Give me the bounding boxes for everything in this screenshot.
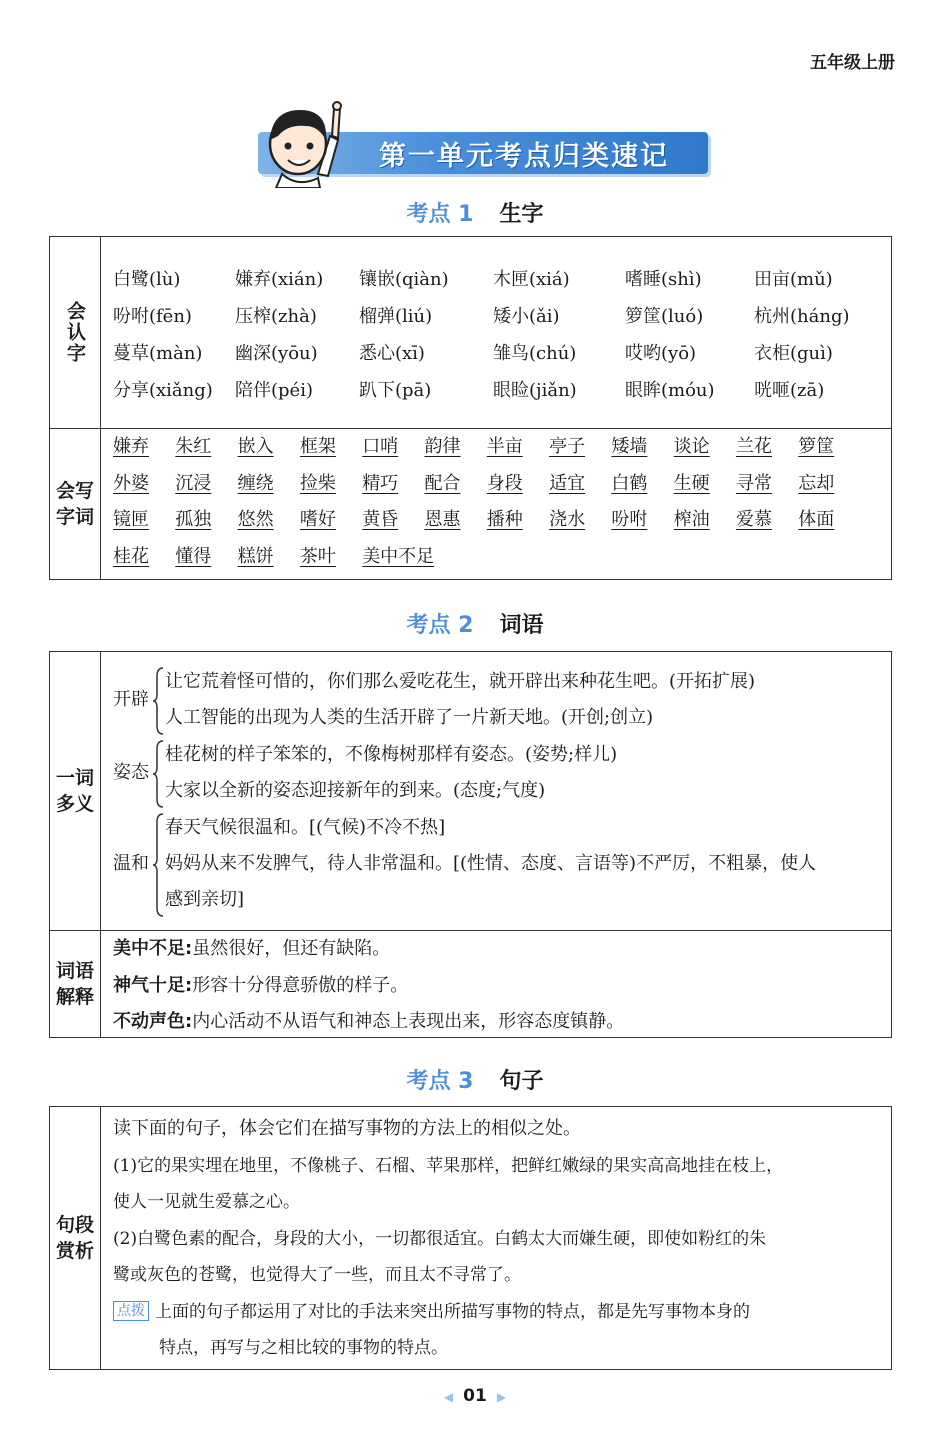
explain-item: 不动声色:内心活动不从语气和神态上表现出来，形容态度镇静。 <box>113 1011 625 1032</box>
polysemy-line: 人工智能的出现为人类的生活开辟了一片新天地。(开创;创立) <box>165 707 654 728</box>
polysemy-group <box>101 810 891 920</box>
write-word: 缠绕 <box>237 472 274 494</box>
appreciate-intro: 读下面的句子，体会它们在描写事物的方法上的相似之处。 <box>113 1118 581 1139</box>
recognize-item: 幽深(yōu) <box>235 343 318 364</box>
explain-body <box>101 931 891 1037</box>
polysemy-line: 让它荒着怪可惜的，你们那么爱吃花生，就开辟出来种花生吧。(开拓扩展) <box>165 671 756 692</box>
write-word: 配合 <box>424 472 461 494</box>
write-word: 兰花 <box>735 436 772 457</box>
write-word: 适宜 <box>549 472 586 494</box>
tip-line: 点拨 上面的句子都运用了对比的手法来突出所描写事物的特点，都是先写事物本身的 <box>113 1294 891 1331</box>
left-arrow-icon: ◀ <box>443 1390 454 1404</box>
section-2-name: 词语 <box>499 613 544 638</box>
recognize-item: 衣柜(guì) <box>754 343 833 364</box>
section-1-name: 生字 <box>499 202 544 227</box>
recognize-item: 雏鸟(chú) <box>493 343 577 364</box>
write-word: 播种 <box>486 509 523 530</box>
write-word: 忘却 <box>798 472 835 494</box>
write-word: 桂花 <box>113 545 149 567</box>
recognize-label: 会认字 <box>64 301 86 364</box>
tip-line: 特点，再写与之相比较的事物的特点。 <box>159 1338 448 1358</box>
write-word: 韵律 <box>424 436 461 457</box>
write-word: 框架 <box>299 436 336 457</box>
section-1-title <box>0 197 950 228</box>
write-word: 谈论 <box>673 436 710 457</box>
appreciate-line: 使人一见就生爱慕之心。 <box>113 1192 300 1212</box>
write-word: 懂得 <box>175 545 212 567</box>
write-word: 矮墙 <box>611 436 648 457</box>
recognize-item: 镶嵌(qiàn) <box>359 269 449 290</box>
recognize-item: 蔓草(màn) <box>113 343 203 364</box>
recognize-item: 趴下(pā) <box>359 380 432 401</box>
unit-banner <box>258 96 718 186</box>
write-word: 嫌弃 <box>113 436 149 457</box>
write-word: 爱慕 <box>735 509 772 530</box>
write-word: 体面 <box>798 509 835 530</box>
write-word: 外婆 <box>113 472 149 494</box>
recognize-item: 陪伴(péi) <box>235 380 313 401</box>
section-3-table <box>49 1106 892 1370</box>
appreciate-line: (2)白鹭色素的配合，身段的大小，一切都很适宜。白鹤太大而嫌生硬，即使如粉红的朱 <box>113 1228 767 1249</box>
explain-label: 词语解释 <box>55 960 94 1008</box>
recognize-label-cell <box>50 237 101 428</box>
polysemy-line: 感到亲切] <box>165 889 245 910</box>
recognize-item: 嗜睡(shì) <box>625 269 702 290</box>
recognize-item: 分享(xiǎng) <box>113 380 213 401</box>
recognize-item: 田亩(mǔ) <box>754 269 833 290</box>
brace-icon <box>153 812 165 918</box>
write-empty <box>674 539 736 576</box>
write-word: 沉浸 <box>175 472 212 494</box>
appreciate-row <box>50 1107 891 1369</box>
brace-icon <box>153 739 165 809</box>
explain-item: 神气十足:形容十分得意骄傲的样子。 <box>113 974 409 996</box>
polysemy-group <box>101 737 891 810</box>
write-body <box>101 429 891 579</box>
write-word: 生硬 <box>673 472 710 494</box>
write-word: 寻常 <box>735 472 772 494</box>
section-3-name: 句子 <box>499 1069 544 1094</box>
write-row <box>50 429 891 579</box>
write-empty <box>736 539 798 576</box>
polysemy-body <box>101 652 891 930</box>
explain-item: 美中不足:虽然很好，但还有缺陷。 <box>113 938 391 959</box>
polysemy-group <box>101 664 891 737</box>
write-word: 嗜好 <box>299 509 336 530</box>
recognize-item: 白鹭(lù) <box>113 269 181 290</box>
section-1-number: 考点 1 <box>406 202 474 227</box>
write-empty <box>549 539 611 576</box>
section-2-title <box>0 608 950 639</box>
polysemy-word: 姿态 <box>113 762 149 783</box>
right-arrow-icon: ▶ <box>496 1390 507 1404</box>
recognize-item: 咣咂(zā) <box>754 380 825 401</box>
write-word: 镜匣 <box>113 509 149 530</box>
grade-label: 五年级上册 <box>810 53 895 73</box>
section-2-table <box>49 651 892 1038</box>
recognize-item: 杭州(háng) <box>754 306 850 327</box>
polysemy-line: 妈妈从来不发脾气，待人非常温和。[(性情、态度、言语等)不严厉，不粗暴，使人 <box>165 853 817 874</box>
polysemy-label-cell <box>50 652 101 930</box>
write-word: 榨油 <box>673 509 710 530</box>
polysemy-line: 春天气候很温和。[(气候)不冷不热] <box>165 817 446 838</box>
write-word: 茶叶 <box>299 545 336 567</box>
write-empty <box>487 539 549 576</box>
write-word: 糕饼 <box>237 545 274 567</box>
banner-title: 第一单元考点归类速记 <box>379 141 669 172</box>
polysemy-line: 桂花树的样子笨笨的，不像梅树那样有姿态。(姿势;样儿) <box>165 744 618 765</box>
recognize-item: 榴弹(liú) <box>359 306 433 327</box>
section-3-title <box>0 1064 950 1095</box>
write-word: 箩筐 <box>798 436 835 457</box>
recognize-item: 木匣(xiá) <box>493 269 570 290</box>
tip-badge: 点拨 <box>113 1301 149 1321</box>
page-number: ◀ 01 ▶ <box>443 1386 507 1406</box>
write-word: 精巧 <box>362 472 399 494</box>
brace-icon <box>153 666 165 736</box>
write-word: 口哨 <box>362 436 399 457</box>
write-word: 黄昏 <box>362 509 399 530</box>
appreciate-label-cell <box>50 1107 101 1369</box>
write-label-cell <box>50 429 101 579</box>
polysemy-label: 一词多义 <box>55 767 94 815</box>
polysemy-word: 温和 <box>113 853 149 874</box>
recognize-item: 眼眸(móu) <box>625 380 715 401</box>
write-empty <box>611 539 673 576</box>
write-grid <box>101 429 891 575</box>
section-2-number: 考点 2 <box>406 613 474 638</box>
appreciate-line: 鹭或灰色的苍鹭，也觉得大了一些，而且太不寻常了。 <box>113 1265 521 1285</box>
appreciate-label: 句段赏析 <box>55 1214 94 1262</box>
recognize-body <box>101 237 891 428</box>
write-word: 朱红 <box>175 436 212 457</box>
write-word: 孤独 <box>175 509 212 530</box>
polysemy-line: 大家以全新的姿态迎接新年的到来。(态度;气度) <box>165 780 546 801</box>
write-word: 白鹤 <box>611 472 648 494</box>
recognize-item: 眼睑(jiǎn) <box>493 380 577 401</box>
appreciate-line: (1)它的果实埋在地里，不像桃子、石榴、苹果那样，把鲜红嫩绿的果实高高地挂在枝上， <box>113 1155 784 1176</box>
section-3-number: 考点 3 <box>406 1069 474 1094</box>
recognize-item: 哎哟(yō) <box>625 343 697 364</box>
write-word: 身段 <box>486 472 523 494</box>
recognize-item: 矮小(ǎi) <box>493 306 560 327</box>
recognize-item: 箩筐(luó) <box>625 306 704 327</box>
recognize-item: 悉心(xī) <box>359 343 425 364</box>
write-word: 半亩 <box>486 436 523 457</box>
polysemy-row <box>50 652 891 931</box>
write-word: 亭子 <box>549 436 586 457</box>
cartoon-boy-icon <box>258 96 353 188</box>
write-word: 恩惠 <box>424 509 461 530</box>
recognize-item: 嫌弃(xián) <box>235 269 324 290</box>
write-empty <box>798 539 860 576</box>
appreciate-body <box>101 1107 891 1369</box>
write-word: 美中不足 <box>362 545 435 567</box>
write-word: 嵌入 <box>237 436 274 457</box>
recognize-grid <box>101 237 891 409</box>
write-word: 捡柴 <box>299 472 336 494</box>
section-1-table <box>49 236 892 580</box>
explain-row <box>50 931 891 1037</box>
recognize-item: 吩咐(fēn) <box>113 306 192 327</box>
write-word: 悠然 <box>237 509 274 530</box>
write-word: 浇水 <box>549 509 586 530</box>
write-word: 吩咐 <box>611 509 648 530</box>
polysemy-word: 开辟 <box>113 689 149 710</box>
explain-label-cell <box>50 931 101 1037</box>
write-label: 会写字词 <box>55 480 94 528</box>
recognize-row <box>50 237 891 429</box>
recognize-item: 压榨(zhà) <box>235 306 317 327</box>
